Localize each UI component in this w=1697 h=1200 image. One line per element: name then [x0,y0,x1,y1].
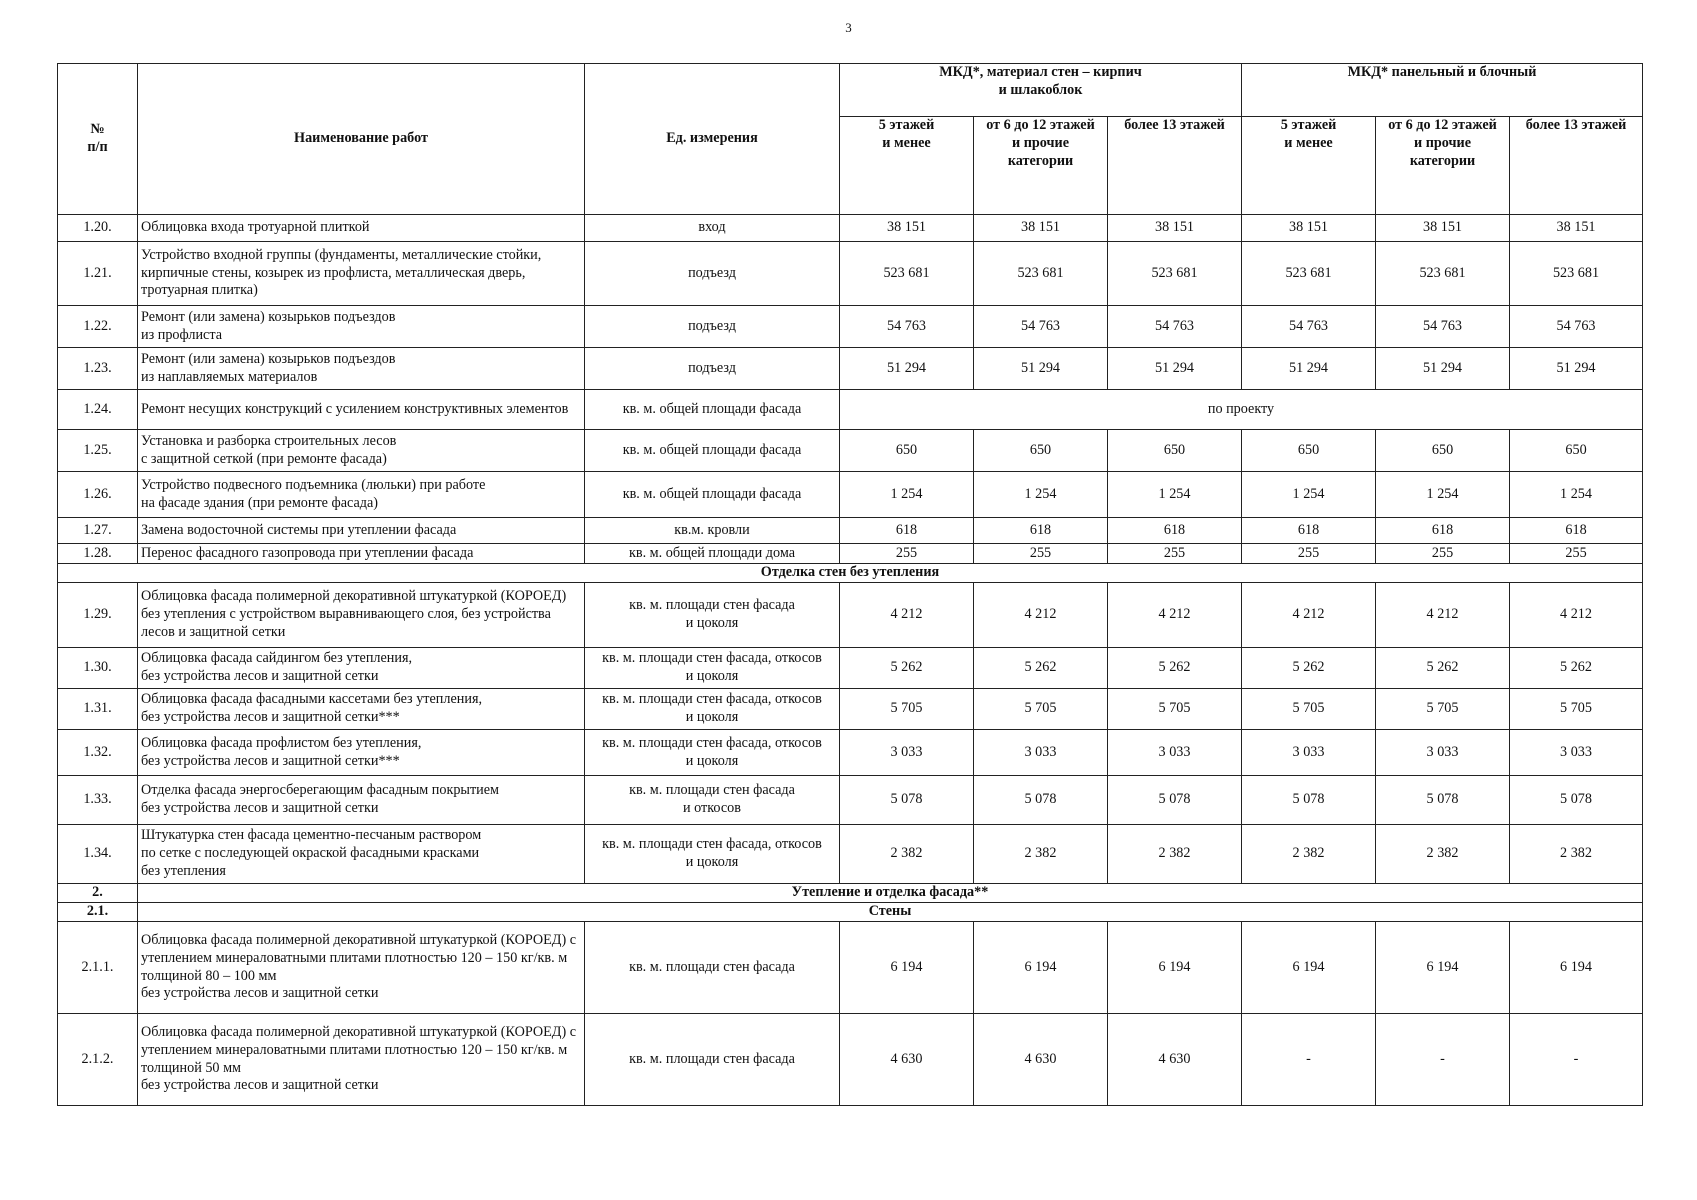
price-cell: - [1376,1014,1510,1106]
price-cell: 3 033 [840,730,974,776]
price-cell: 5 078 [1242,776,1376,825]
price-cell: 54 763 [1108,306,1242,348]
merged-value: по проекту [840,390,1643,430]
header-num: № п/п [58,64,138,215]
row-number: 2.1. [58,903,138,922]
price-cell: 6 194 [840,922,974,1014]
work-name: Облицовка фасада полимерной декоративной штукатуркой (КОРОЕД) с утеплением минераловатными плитами плотностью 120 – 150 кг/кв. м толщиной 80 – 100 мм без устройства лесов и защитной сетки [138,922,585,1014]
price-cell: 54 763 [1510,306,1643,348]
price-cell: 5 078 [840,776,974,825]
price-cell: 523 681 [840,242,974,306]
price-cell: 2 382 [1108,825,1242,884]
row-number: 1.21. [58,242,138,306]
row-number: 1.31. [58,689,138,730]
price-cell: 2 382 [840,825,974,884]
heading-row [58,903,1643,922]
price-cell: 38 151 [1242,215,1376,242]
work-name: Облицовка фасада фасадными кассетами без утепления, без устройства лесов и защитной сетки*** [138,689,585,730]
price-cell: 3 033 [1510,730,1643,776]
unit-of-measure: кв. м. площади стен фасада, откосов и цоколя [585,825,840,884]
price-cell: 4 630 [1108,1014,1242,1106]
section-row [58,564,1643,583]
unit-of-measure: подъезд [585,306,840,348]
table-row [58,348,1643,390]
unit-of-measure: кв. м. общей площади фасада [585,390,840,430]
price-cell: 1 254 [1108,472,1242,518]
price-cell: 255 [974,544,1108,564]
price-cell: 255 [840,544,974,564]
work-name: Облицовка фасада полимерной декоративной штукатуркой (КОРОЕД) с утеплением минераловатными плитами плотностью 120 – 150 кг/кв. м толщиной 50 мм без устройства лесов и защитной сетки [138,1014,585,1106]
price-cell: 650 [840,430,974,472]
price-cell: 618 [1242,518,1376,544]
price-cell: 5 705 [1108,689,1242,730]
unit-of-measure: подъезд [585,242,840,306]
price-cell: 38 151 [840,215,974,242]
work-name: Облицовка фасада сайдингом без утепления, без устройства лесов и защитной сетки [138,648,585,689]
table-row [58,825,1643,884]
heading-title: Стены [138,903,1643,922]
unit-of-measure: подъезд [585,348,840,390]
unit-of-measure: кв. м. площади стен фасада [585,922,840,1014]
price-cell: 4 212 [974,583,1108,648]
header-sub-col: более 13 этажей [1510,117,1643,215]
unit-of-measure: кв. м. площади стен фасада, откосов и цоколя [585,648,840,689]
header-sub-col: более 13 этажей [1108,117,1242,215]
price-cell: 523 681 [974,242,1108,306]
price-cell: 255 [1242,544,1376,564]
table-row [58,776,1643,825]
price-cell: 51 294 [1242,348,1376,390]
price-cell: 255 [1376,544,1510,564]
unit-of-measure: кв. м. площади стен фасада [585,1014,840,1106]
unit-of-measure: кв. м. общей площади фасада [585,472,840,518]
row-number: 2. [58,884,138,903]
price-cell: 650 [1376,430,1510,472]
price-cell: 5 078 [1108,776,1242,825]
price-cell: 255 [1108,544,1242,564]
unit-of-measure: кв. м. общей площади фасада [585,430,840,472]
price-cell: 523 681 [1108,242,1242,306]
price-cell: 6 194 [1510,922,1643,1014]
price-cell: 1 254 [1376,472,1510,518]
price-cell: 5 262 [1376,648,1510,689]
price-cell: 618 [1510,518,1643,544]
price-cell: 618 [974,518,1108,544]
row-number: 1.25. [58,430,138,472]
price-cell: 4 630 [974,1014,1108,1106]
price-cell: 5 262 [1108,648,1242,689]
price-cell: 5 078 [974,776,1108,825]
header-group-brick: МКД*, материал стен – кирпич и шлакоблок [840,64,1242,117]
table-row [58,689,1643,730]
price-cell: 6 194 [974,922,1108,1014]
header-sub-col: от 6 до 12 этажей и прочие категории [974,117,1108,215]
table-row [58,306,1643,348]
price-cell: 54 763 [1376,306,1510,348]
table-row [58,730,1643,776]
price-cell: 54 763 [840,306,974,348]
price-cell: 4 212 [1242,583,1376,648]
work-name: Штукатурка стен фасада цементно-песчаным раствором по сетке с последующей окраской фасадными красками без утепления [138,825,585,884]
unit-of-measure: вход [585,215,840,242]
page-number: 3 [845,20,852,35]
price-cell: 650 [1242,430,1376,472]
unit-of-measure: кв.м. кровли [585,518,840,544]
header-sub-col: 5 этажей и менее [840,117,974,215]
table-body [58,215,1643,1106]
row-number: 2.1.1. [58,922,138,1014]
price-cell: 4 212 [840,583,974,648]
row-number: 1.26. [58,472,138,518]
price-cell: 5 262 [974,648,1108,689]
section-title: Отделка стен без утепления [58,564,1643,583]
row-number: 1.24. [58,390,138,430]
row-number: 1.33. [58,776,138,825]
heading-title: Утепление и отделка фасада** [138,884,1643,903]
price-table [57,63,1643,1106]
price-cell: 51 294 [1108,348,1242,390]
price-cell: 51 294 [840,348,974,390]
work-name: Ремонт (или замена) козырьков подъездов из профлиста [138,306,585,348]
price-cell: 38 151 [1108,215,1242,242]
price-cell: 650 [1510,430,1643,472]
table-row [58,390,1643,430]
table-row [58,242,1643,306]
row-number: 1.23. [58,348,138,390]
price-cell: - [1510,1014,1643,1106]
price-cell: 5 705 [1510,689,1643,730]
work-name: Облицовка фасада полимерной декоративной штукатуркой (КОРОЕД) без утепления с устройством выравнивающего слоя, без устройства лесов и защитной сетки [138,583,585,648]
row-number: 1.28. [58,544,138,564]
price-cell: 618 [840,518,974,544]
price-cell: 5 705 [974,689,1108,730]
work-name: Замена водосточной системы при утеплении фасада [138,518,585,544]
price-cell: 4 212 [1510,583,1643,648]
price-cell: 4 212 [1108,583,1242,648]
work-name: Ремонт несущих конструкций с усилением конструктивных элементов [138,390,585,430]
price-cell: 4 630 [840,1014,974,1106]
table-row [58,430,1643,472]
price-cell: 523 681 [1242,242,1376,306]
table-row [58,518,1643,544]
work-name: Установка и разборка строительных лесов с защитной сеткой (при ремонте фасада) [138,430,585,472]
price-cell: 1 254 [1242,472,1376,518]
price-cell: 1 254 [974,472,1108,518]
row-number: 1.22. [58,306,138,348]
price-cell: 51 294 [974,348,1108,390]
price-cell: 54 763 [974,306,1108,348]
price-cell: 2 382 [1242,825,1376,884]
work-name: Устройство входной группы (фундаменты, металлические стойки, кирпичные стены, козырек из профлиста, металлическая дверь, тротуарная плитка) [138,242,585,306]
heading-row [58,884,1643,903]
price-cell: 38 151 [1510,215,1643,242]
price-cell: 3 033 [1108,730,1242,776]
price-cell: 5 705 [1376,689,1510,730]
price-cell: 5 078 [1376,776,1510,825]
row-number: 2.1.2. [58,1014,138,1106]
price-cell: 2 382 [1510,825,1643,884]
price-cell: 5 078 [1510,776,1643,825]
price-cell: 5 262 [840,648,974,689]
work-name: Перенос фасадного газопровода при утеплении фасада [138,544,585,564]
price-cell: 523 681 [1376,242,1510,306]
price-cell: 4 212 [1376,583,1510,648]
price-cell: 523 681 [1510,242,1643,306]
price-cell: 51 294 [1376,348,1510,390]
header-unit: Ед. измерения [585,64,840,215]
table-row [58,1014,1643,1106]
price-cell: 618 [1376,518,1510,544]
work-name: Устройство подвесного подъемника (люльки) при работе на фасаде здания (при ремонте фасада) [138,472,585,518]
table-row [58,583,1643,648]
price-cell: 255 [1510,544,1643,564]
row-number: 1.34. [58,825,138,884]
row-number: 1.27. [58,518,138,544]
unit-of-measure: кв. м. площади стен фасада, откосов и цоколя [585,730,840,776]
unit-of-measure: кв. м. площади стен фасада и откосов [585,776,840,825]
row-number: 1.30. [58,648,138,689]
price-cell: 5 262 [1242,648,1376,689]
price-cell: 38 151 [1376,215,1510,242]
header-group-panel: МКД* панельный и блочный [1242,64,1643,117]
unit-of-measure: кв. м. площади стен фасада, откосов и цоколя [585,689,840,730]
unit-of-measure: кв. м. общей площади дома [585,544,840,564]
price-cell: - [1242,1014,1376,1106]
header-name: Наименование работ [138,64,585,215]
price-cell: 5 705 [840,689,974,730]
price-cell: 650 [974,430,1108,472]
table-row [58,648,1643,689]
work-name: Облицовка входа тротуарной плиткой [138,215,585,242]
work-name: Облицовка фасада профлистом без утепления, без устройства лесов и защитной сетки*** [138,730,585,776]
price-cell: 5 262 [1510,648,1643,689]
price-cell: 6 194 [1242,922,1376,1014]
price-cell: 650 [1108,430,1242,472]
price-cell: 1 254 [840,472,974,518]
price-cell: 38 151 [974,215,1108,242]
price-cell: 6 194 [1108,922,1242,1014]
price-cell: 3 033 [1376,730,1510,776]
header-sub-col: от 6 до 12 этажей и прочие категории [1376,117,1510,215]
price-cell: 2 382 [974,825,1108,884]
unit-of-measure: кв. м. площади стен фасада и цоколя [585,583,840,648]
price-cell: 54 763 [1242,306,1376,348]
price-cell: 6 194 [1376,922,1510,1014]
price-cell: 5 705 [1242,689,1376,730]
price-cell: 1 254 [1510,472,1643,518]
table-row [58,544,1643,564]
header-sub-col: 5 этажей и менее [1242,117,1376,215]
work-name: Отделка фасада энергосберегающим фасадным покрытием без устройства лесов и защитной сетки [138,776,585,825]
row-number: 1.32. [58,730,138,776]
work-name: Ремонт (или замена) козырьков подъездов из наплавляемых материалов [138,348,585,390]
table-row [58,922,1643,1014]
table-row [58,215,1643,242]
price-cell: 3 033 [974,730,1108,776]
row-number: 1.29. [58,583,138,648]
price-cell: 3 033 [1242,730,1376,776]
price-cell: 618 [1108,518,1242,544]
price-cell: 2 382 [1376,825,1510,884]
price-cell: 51 294 [1510,348,1643,390]
row-number: 1.20. [58,215,138,242]
table-row [58,472,1643,518]
